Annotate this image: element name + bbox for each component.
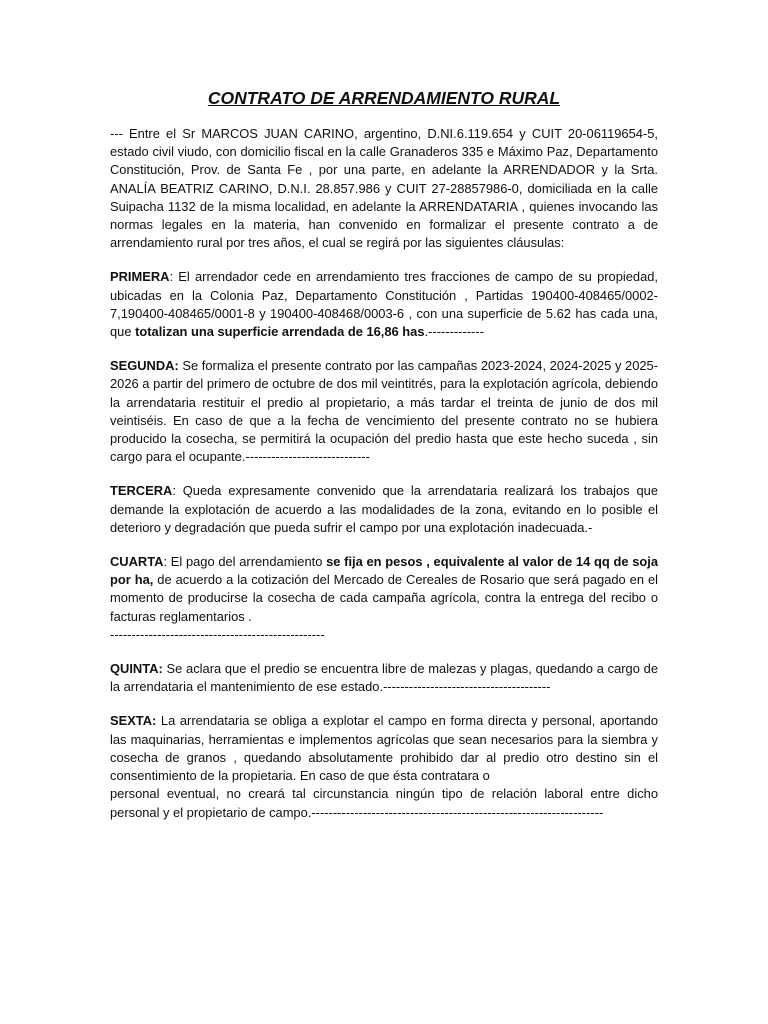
clause-primera [110,268,658,341]
clause-label: QUINTA: [110,661,163,677]
clause-text: : Queda expresamente convenido que la arrendataria realizará los trabajos que demande la explotación de acuerdo a las modalidades de la zona, evitando en lo posible el deterioro y degradación que pueda sufrir el campo por una explotación inadecuada.- [110,483,658,535]
clause-dashes: -------------------------------------------------- [110,626,325,642]
clause-tail: .------------- [424,324,484,340]
clause-label: TERCERA [110,483,173,499]
clause-bold-text: se fija en pesos , equivalente al valor de 14 qq de soja por ha, [110,554,659,588]
clause-text-continued: personal eventual, no creará tal circunstancia ningún tipo de relación laboral entre dicho personal y el propietario de campo.-------------------------------------------------------------------- [110,786,658,820]
clause-bold-text: totalizan una superficie arrendada de 16,86 has [135,324,425,340]
clause-label: PRIMERA [110,269,170,285]
clause-text: : El arrendador cede en arrendamiento tres fracciones de campo de su propiedad, ubicadas en la Colonia Paz, Departamento Constitución , Partidas 190400-408465/0002-7,190400-408465/0001-8 y 190400-408468/0003-6 , con una superficie de 5.62 has cada una, que [110,269,658,340]
clause-label: SEGUNDA: [110,358,179,374]
document-body [110,125,658,838]
clause-text: La arrendataria se obliga a explotar el campo en forma directa y personal, aportando las maquinarias, herramientas e implementos agrícolas que sean necesarios para la siembra y cosecha de granos , quedando absolutamente prohibido dar al predio otro destino sin el consentimiento de la propietaria. En caso de que ésta contratara o [110,713,658,784]
clause-label: SEXTA: [110,713,157,729]
document-title: CONTRATO DE ARRENDAMIENTO RURAL [207,88,561,108]
clause-text: : El pago del arrendamiento [163,554,327,570]
clause-label: CUARTA [110,554,164,570]
clause-tail: de acuerdo a la cotización del Mercado de Cereales de Rosario que será pagado en el momento de producirse la cosecha de cada campaña agrícola, contra la entrega del recibo o facturas reglamentarios . [110,572,658,624]
clause-quinta [110,660,658,696]
clause-segunda [110,357,658,466]
clause-text: Se formaliza el presente contrato por las campañas 2023-2024, 2024-2025 y 2025-2026 a partir del primero de octubre de dos mil veintitrés, para la explotación agrícola, debiendo la arrendataria restituir el predio al propietario, a más tardar el treinta de junio de dos mil veintiséis. En caso de que a la fecha de vencimiento del presente contrato no se hubiera producido la cosecha, se permitirá la ocupación del predio hasta que este hecho suceda , sin cargo para el ocupante.----------------------------- [110,358,658,465]
clause-cuarta [110,553,658,644]
clause-tercera [110,482,658,537]
clause-sexta [110,712,658,821]
clause-text: Se aclara que el predio se encuentra libre de malezas y plagas, quedando a cargo de la arrendataria el mantenimiento de ese estado.--------------------------------------- [110,661,658,695]
intro-paragraph: --- Entre el Sr MARCOS JUAN CARINO, argentino, D.NI.6.119.654 y CUIT 20-06119654-5, estado civil viudo, con domicilio fiscal en la calle Granaderos 335 e Máximo Paz, Departamento Constitución, Prov. de Santa Fe , por una parte, en adelante la ARRENDADOR y la Srta. ANALÍA BEATRIZ CARINO, D.N.I. 28.857.986 y CUIT 27-28857986-0, domiciliada en la calle Suipacha 1132 de la misma localidad, en adelante la ARRENDATARIA , quienes invocando las normas legales en la materia, han convenido en formalizar el presente contrato a de arrendamiento rural por tres años, el cual se regirá por las siguientes cláusulas: [110,126,658,251]
